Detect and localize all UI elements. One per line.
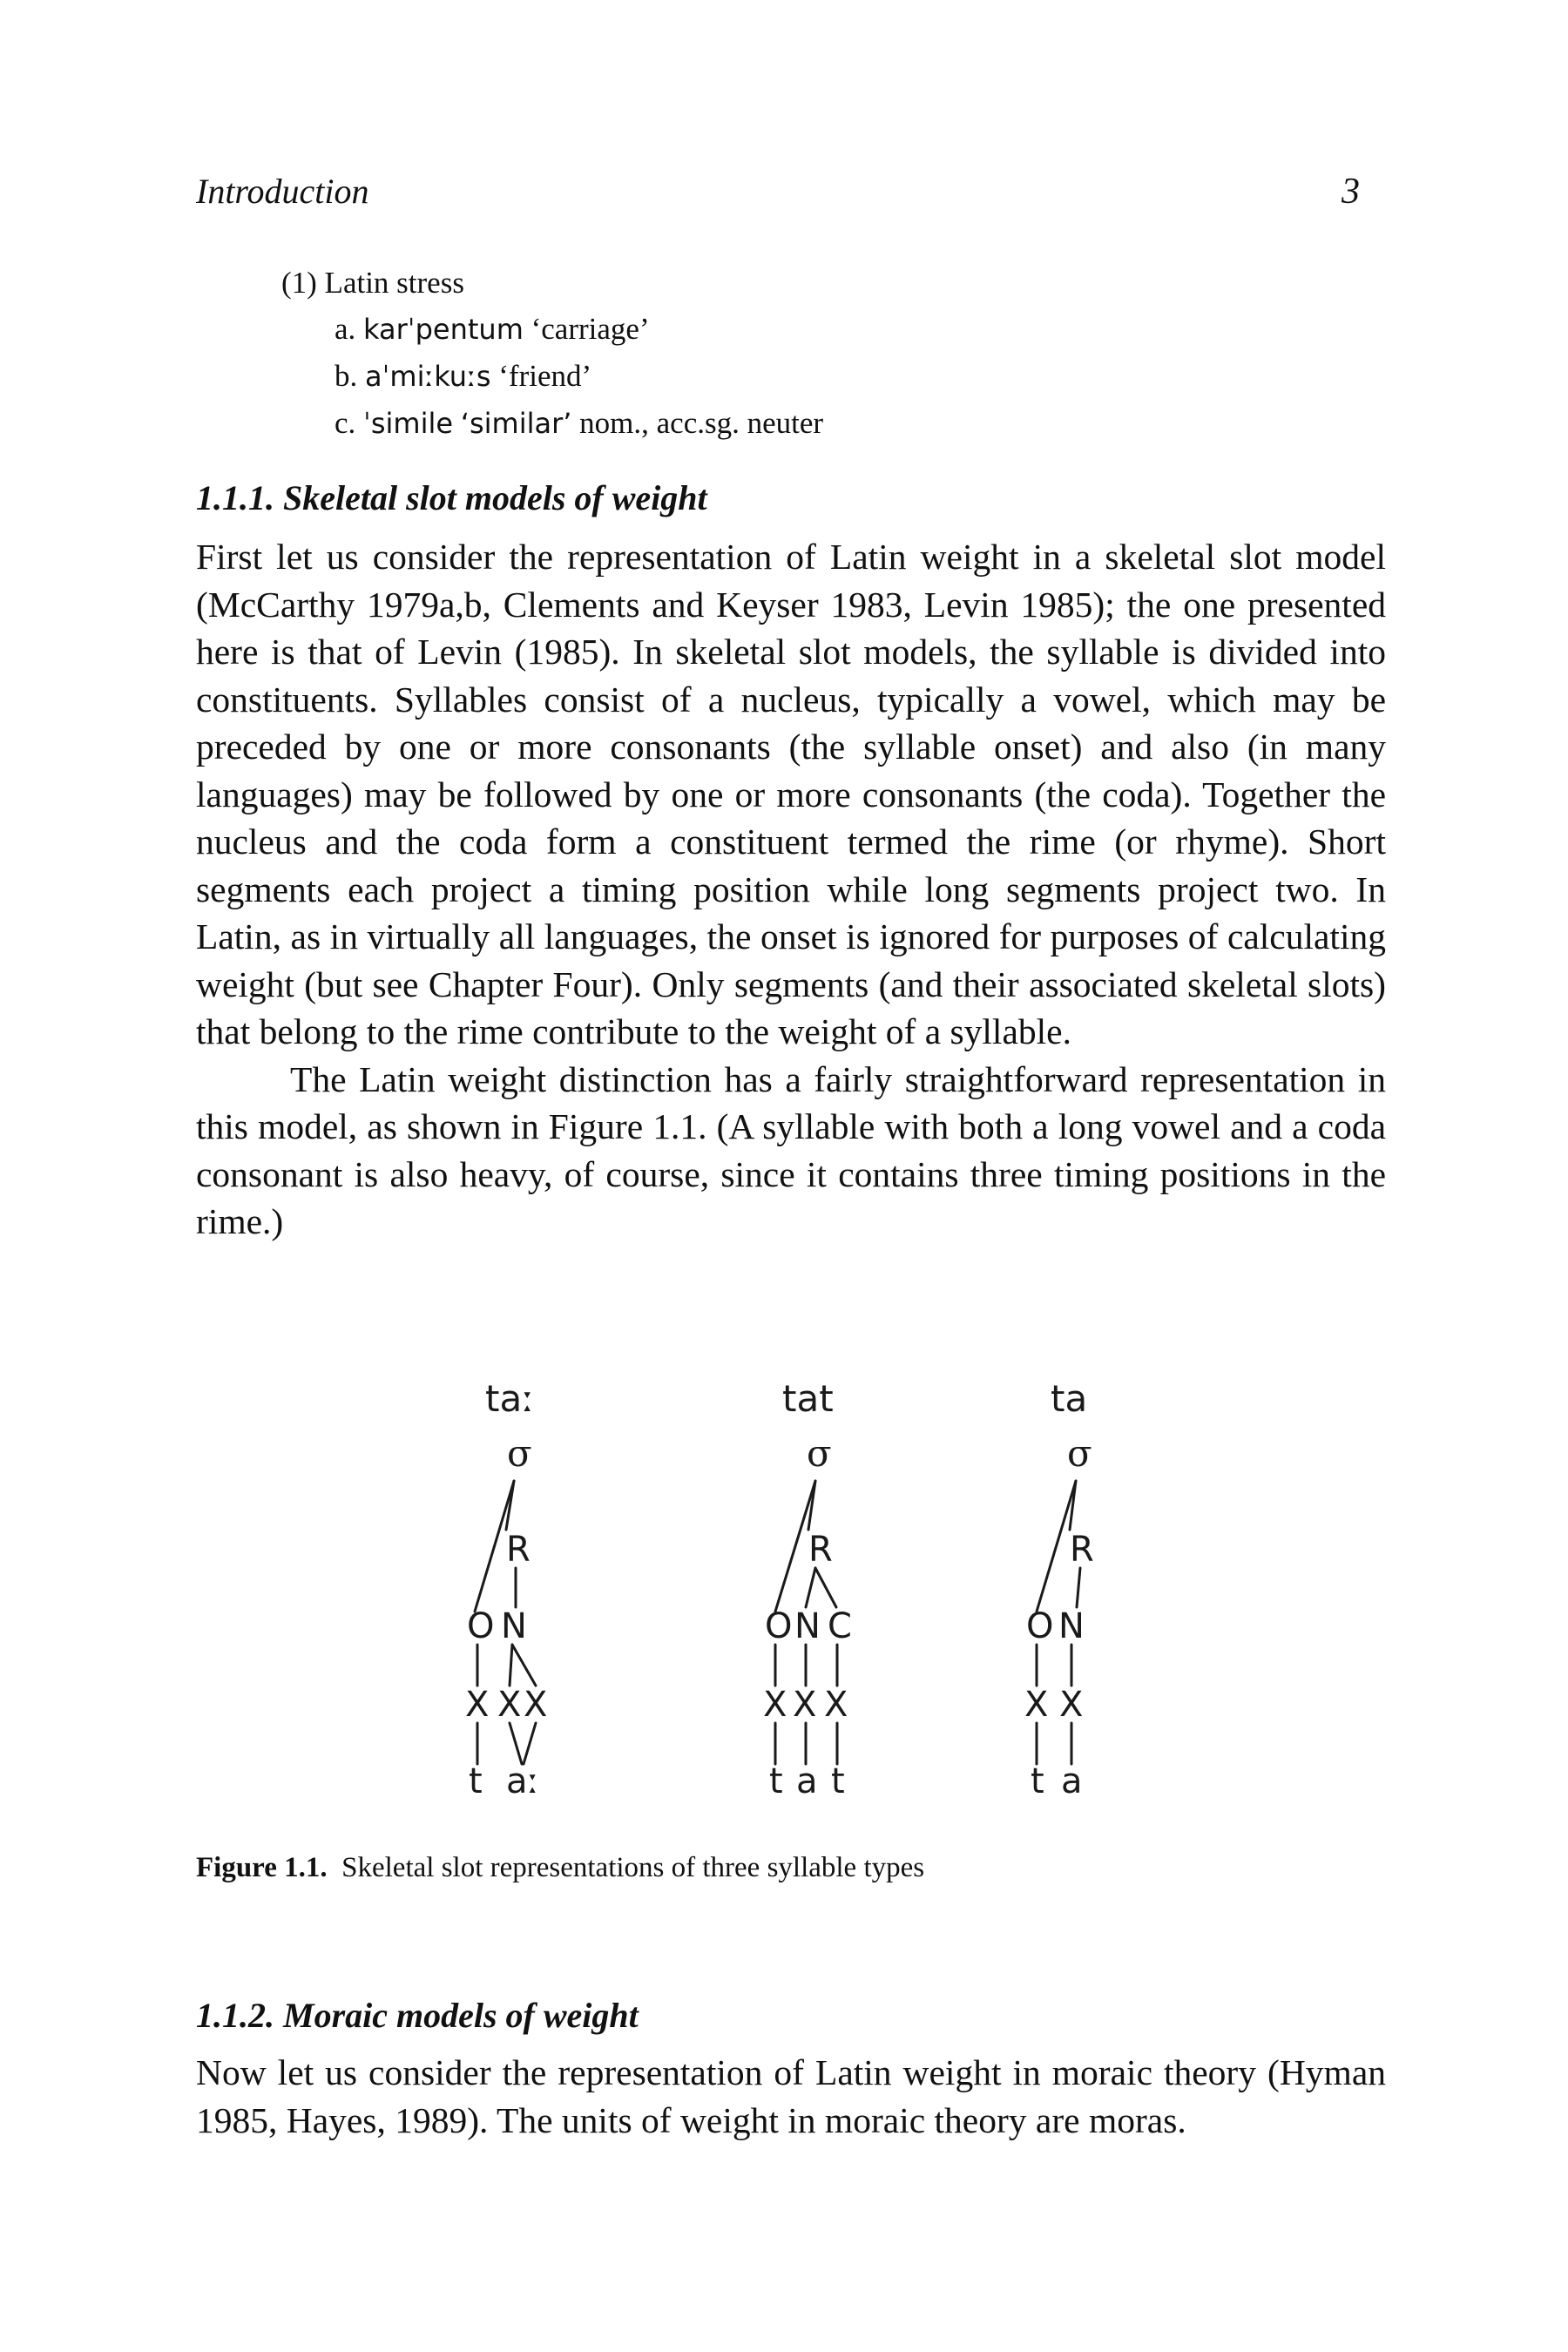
skeletal-slot: X xyxy=(793,1685,817,1725)
paragraph: First let us consider the representation of Latin weight in a skeletal slot model (McCarthy 1979a,b, Clements and Keyser 1983, Levin 1985); the one presented here is that of Levin (1985). In skeletal slot models, the syllable is divided into constituents. Syllables consist of a nucleus, typically a vowel, which may be preceded by one or more consonants (the syllable onset) and also (in many languages) may be followed by one or more consonants (the coda). Together the nucleus and the coda form a constituent termed the rime (or rhyme). Short segments each project a timing position while long segments project two. In Latin, as in virtually all languages, the onset is ignored for purposes of calculating weight (but see Chapter Four). Only segments (and their associated skeletal slots) that belong to the rime contribute to the weight of a syllable. xyxy=(196,537,1386,1051)
segment: t xyxy=(831,1761,845,1801)
section-heading-1-1-2: 1.1.2. Moraic models of weight xyxy=(196,1996,639,2035)
paragraph: Now let us consider the representation of Latin weight in moraic theory (Hyman 1985, Hayes, 1989). The units of weight in moraic theory are moras. xyxy=(196,2052,1386,2140)
onset-node: O xyxy=(467,1606,495,1646)
skeletal-slot: X xyxy=(1024,1685,1049,1725)
segment: aː xyxy=(506,1761,539,1801)
skeletal-slot: X xyxy=(824,1685,848,1725)
segment: a xyxy=(796,1761,818,1801)
segment: a xyxy=(1061,1761,1083,1801)
example-item-a: a. karˈpentum ‘carriage’ xyxy=(335,312,650,346)
running-head: Introduction xyxy=(196,172,369,211)
nucleus-node: N xyxy=(501,1606,527,1646)
rime-node: R xyxy=(808,1530,833,1570)
rime-node: R xyxy=(506,1530,531,1570)
tree-title: ta xyxy=(1051,1377,1088,1420)
example-1 xyxy=(281,260,823,447)
onset-node: O xyxy=(1026,1606,1054,1646)
coda-node: C xyxy=(828,1606,852,1646)
segment: t xyxy=(769,1761,783,1801)
association-line xyxy=(512,1645,536,1686)
association-line xyxy=(510,1645,512,1686)
nucleus-node: N xyxy=(794,1606,821,1646)
caption-label: Figure 1.1. xyxy=(196,1852,328,1883)
caption-text: Skeletal slot representations of three syllable types xyxy=(341,1852,925,1883)
skeletal-slot: X xyxy=(465,1685,490,1725)
association-line xyxy=(510,1723,522,1764)
onset-node: O xyxy=(765,1606,793,1646)
section-heading-1-1-1: 1.1.1. Skeletal slot models of weight xyxy=(196,478,707,517)
skeletal-slot: X xyxy=(1059,1685,1084,1725)
skeletal-slot: X xyxy=(524,1685,548,1725)
skeletal-slot: X xyxy=(763,1685,787,1725)
example-gloss: ‘friend’ xyxy=(498,359,592,393)
segment: t xyxy=(1031,1761,1044,1801)
sigma-node: σ xyxy=(507,1432,532,1475)
segment: t xyxy=(469,1761,483,1801)
sigma-node: σ xyxy=(807,1432,832,1475)
example-label: (1) Latin stress xyxy=(281,266,464,300)
association-line xyxy=(524,1723,536,1764)
page-number: 3 xyxy=(1342,172,1360,212)
example-form: karˈpentum xyxy=(363,313,524,346)
skeletal-slot: X xyxy=(497,1685,522,1725)
figure-1-1 xyxy=(0,1368,1568,1821)
tree-title: tat xyxy=(782,1377,834,1420)
example-gloss: ‘similar’ xyxy=(460,407,572,440)
example-item-b: b. aˈmiːkuːs ‘friend’ xyxy=(335,359,592,393)
example-gloss: ‘carriage’ xyxy=(531,312,650,346)
section-1-1-2-body xyxy=(196,2049,1386,2144)
example-note: nom., acc.sg. neuter xyxy=(579,406,824,440)
example-form: ˈsimile xyxy=(363,407,454,440)
sigma-node: σ xyxy=(1067,1432,1092,1475)
paragraph: The Latin weight distinction has a fairly straightforward representation in this model, as shown in Figure 1.1. (A syllable with both a long vowel and a coda consonant is also heavy, of course, since it contains three timing positions in the rime.) xyxy=(196,1058,1386,1241)
example-form: aˈmiːkuːs xyxy=(365,360,491,393)
association-line xyxy=(815,1568,836,1607)
section-1-1-1-body xyxy=(196,533,1386,1246)
association-line xyxy=(806,1568,815,1607)
example-item-c: c. ˈsimile ‘similar’ nom., acc.sg. neuter xyxy=(335,406,824,440)
tree-light-syllable xyxy=(1024,1377,1094,1801)
nucleus-node: N xyxy=(1058,1606,1085,1646)
rime-node: R xyxy=(1070,1530,1094,1570)
tree-title: taː xyxy=(485,1377,535,1420)
association-line xyxy=(1077,1568,1080,1607)
figure-caption xyxy=(196,1852,924,1884)
